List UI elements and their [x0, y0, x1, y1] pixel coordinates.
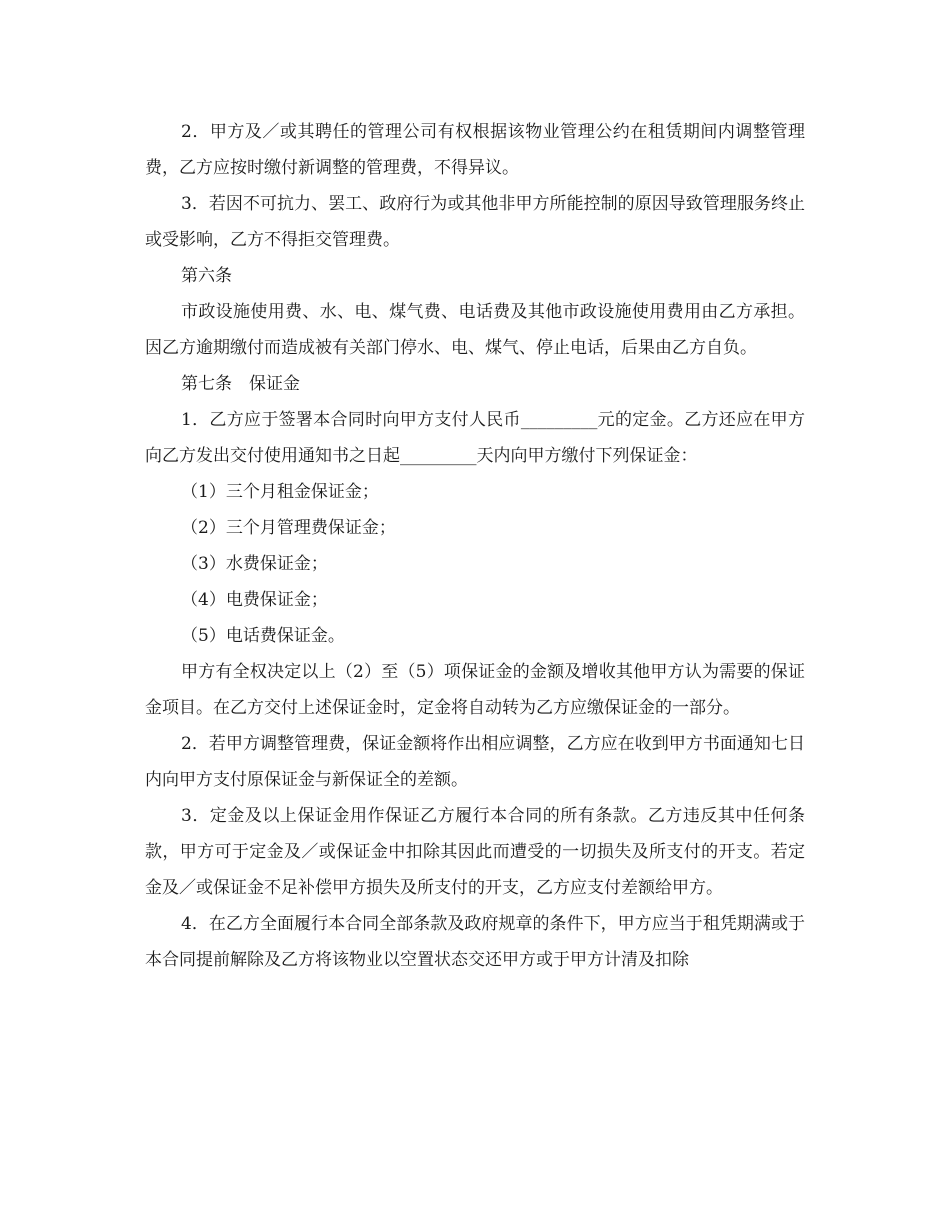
document-page	[145, 114, 805, 978]
article-6-heading: 第六条	[181, 266, 232, 286]
article-7-heading: 第七条 保证金	[181, 374, 300, 394]
deposit-item-4: （4）电费保证金；	[181, 590, 328, 610]
deposit-item-3: （3）水费保证金；	[181, 554, 328, 574]
deposit-discretion-paragraph: 甲方有全权决定以上（2）至（5）项保证金的金额及增收其他甲方认为需要的保证金项目。在乙方交付上述保证金时，定金将自动转为乙方应缴保证金的一部分。	[145, 662, 805, 718]
clause-7-4: 4．在乙方全面履行本合同全部条款及政府规章的条件下，甲方应当于租凭期满或于本合同提前解除及乙方将该物业以空置状态交还甲方或于甲方计清及扣除	[145, 914, 805, 970]
clause-7-1: 1．乙方应于签署本合同时向甲方支付人民币_________元的定金。乙方还应在甲方向乙方发出交付使用通知书之日起_________天内向甲方缴付下列保证金：	[145, 410, 805, 466]
article-6-body: 市政设施使用费、水、电、煤气费、电话费及其他市政设施使用费用由乙方承担。因乙方逾期缴付而造成被有关部门停水、电、煤气、停止电话，后果由乙方自负。	[145, 302, 805, 358]
deposit-item-5: （5）电话费保证金。	[181, 626, 345, 646]
clause-7-2: 2．若甲方调整管理费，保证金额将作出相应调整，乙方应在收到甲方书面通知七日内向甲方支付原保证金与新保证全的差额。	[145, 734, 805, 790]
clause-5-2: 2．甲方及／或其聘任的管理公司有权根据该物业管理公约在租赁期间内调整管理费，乙方应按时缴付新调整的管理费，不得异议。	[145, 122, 805, 178]
clause-5-3: 3．若因不可抗力、罢工、政府行为或其他非甲方所能控制的原因导致管理服务终止或受影响，乙方不得拒交管理费。	[145, 194, 805, 250]
deposit-item-1: （1）三个月租金保证金；	[181, 482, 379, 502]
clause-7-3: 3．定金及以上保证金用作保证乙方履行本合同的所有条款。乙方违反其中任何条款，甲方可于定金及／或保证金中扣除其因此而遭受的一切损失及所支付的开支。若定金及／或保证金不足补偿甲方损失及所支付的开支，乙方应支付差额给甲方。	[145, 806, 805, 898]
deposit-item-2: （2）三个月管理费保证金；	[181, 518, 396, 538]
